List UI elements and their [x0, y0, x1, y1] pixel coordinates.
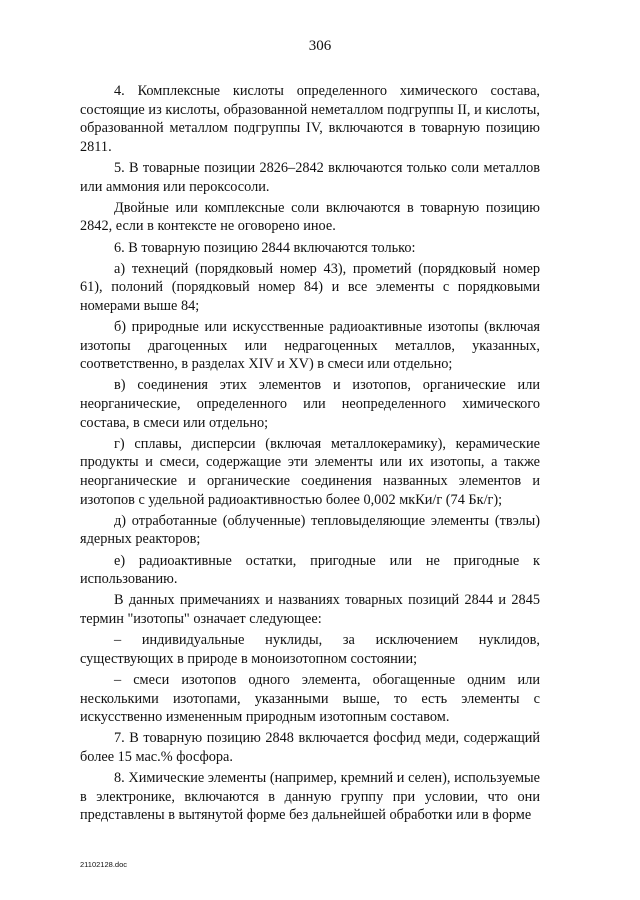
- paragraph-note-7: 7. В товарную позицию 2848 включается фосфид меди, содержащий более 15 мас.% фосфора.: [80, 730, 540, 765]
- footer-filename: 21102128.doc: [80, 860, 127, 869]
- paragraph-note-8: 8. Химические элементы (например, кремний и селен), используемые в электронике, включаются в данную группу при условии, что они представлены в вытянутой форме без дальнейшей обработки или в форме: [80, 770, 540, 824]
- paragraph-dash-1: – индивидуальные нуклиды, за исключением нуклидов, существующих в природе в моноизотопном состоянии;: [80, 632, 540, 667]
- paragraph-dash-2: – смеси изотопов одного элемента, обогащенные одним или несколькими изотопами, указанными выше, то есть элементы с искусственно измененным природным изотопным составом.: [80, 671, 540, 726]
- paragraph-item-b: б) природные или искусственные радиоактивные изотопы (включая изотопы драгоценных или недрагоценных металлов, указанных, соответственно, в разделах XIV и XV) в смеси или отдельно;: [80, 319, 540, 373]
- page-number: 306: [308, 38, 332, 54]
- paragraph-item-d: д) отработанные (облученные) тепловыделяющие элементы (твэлы) ядерных реакторов;: [80, 512, 540, 548]
- paragraph-note-6: 6. В товарную позицию 2844 включаются только:: [114, 239, 416, 256]
- paragraph-item-v: в) соединения этих элементов и изотопов, органические или неорганические, определенного или неопределенного химического состава, в смеси или отдельно;: [80, 377, 540, 431]
- paragraph-note-5: 5. В товарные позиции 2826–2842 включаются только соли металлов или аммония или пероксосоли.: [80, 159, 540, 195]
- document-body: [80, 82, 540, 827]
- paragraph-item-e: е) радиоактивные остатки, пригодные или не пригодные к использованию.: [80, 552, 540, 588]
- paragraph-double-salts: Двойные или комплексные соли включаются в товарную позицию 2842, если в контексте не оговорено иное.: [80, 199, 540, 235]
- paragraph-isotopes-definition: В данных примечаниях и названиях товарных позиций 2844 и 2845 термин "изотопы" означает следующее:: [80, 592, 540, 627]
- paragraph-item-g: г) сплавы, дисперсии (включая металлокерамику), керамические продукты и смеси, содержащие эти элементы или их изотопы, а также неорганические и органические соединения названных элементов и изотопов с удельной радиоактивностью более 0,002 мкКи/г (74 Бк/г);: [80, 435, 540, 508]
- paragraph-item-a: а) технеций (порядковый номер 43), прометий (порядковый номер 61), полоний (порядковый номер 84) и все элементы с порядковыми номерами выше 84;: [80, 260, 540, 314]
- paragraph-note-4: 4. Комплексные кислоты определенного химического состава, состоящие из кислоты, образованной неметаллом подгруппы II, и кислоты, образованной металлом подгруппы IV, включаются в товарную позицию 2811.: [80, 83, 540, 155]
